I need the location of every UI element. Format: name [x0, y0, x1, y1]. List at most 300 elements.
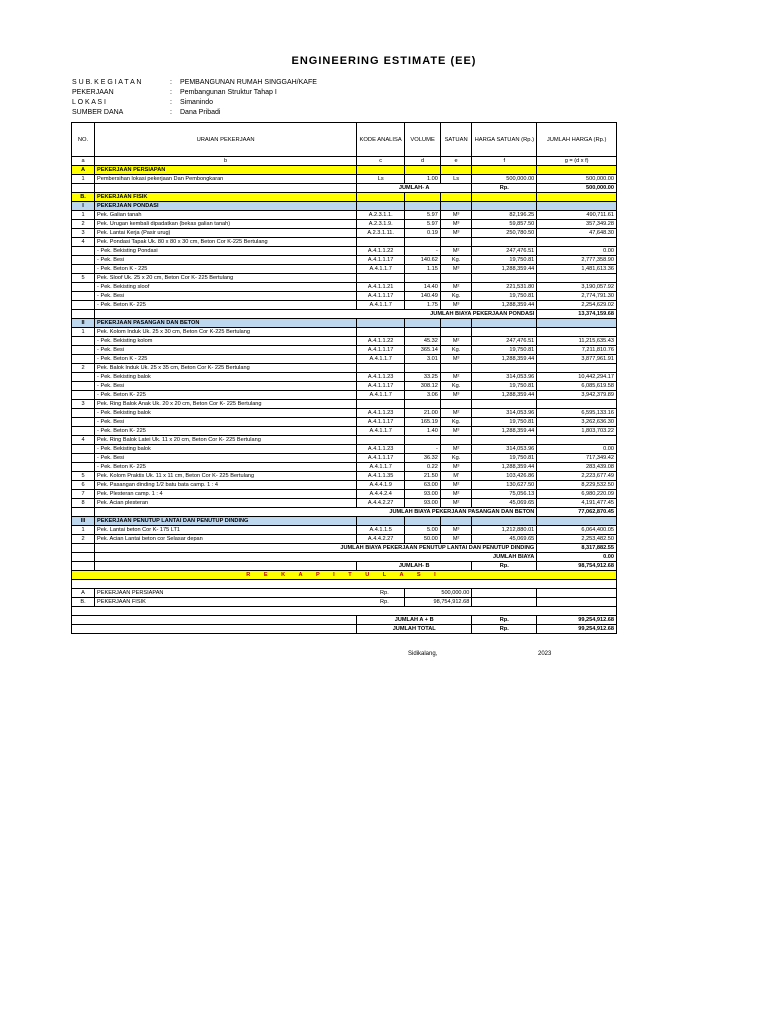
row-number [72, 463, 95, 472]
row-unit-price: 59,857.50 [472, 220, 537, 229]
table-cell [95, 562, 357, 571]
header-letter-cell: g = (d x f) [537, 157, 617, 166]
row-unit-price [472, 193, 537, 202]
info-value: Pembangunan Struktur Tahap I [180, 89, 277, 96]
row-unit-price [472, 238, 537, 247]
row-description: PEKERJAAN PONDASI [95, 202, 357, 211]
table-row [72, 373, 617, 382]
row-description: Pek. Pasangan dinding 1/2 batu bata camp. 1 : 4 [95, 481, 357, 490]
row-total: 3,262,636.30 [537, 418, 617, 427]
row-volume: 14.40 [405, 283, 441, 292]
row-total [537, 328, 617, 337]
info-value: Dana Pribadi [180, 109, 221, 116]
row-unit-price: 247,476.51 [472, 247, 537, 256]
row-unit: M³ [440, 355, 471, 364]
row-code [357, 517, 405, 526]
row-volume: 1.15 [405, 265, 441, 274]
table-row [72, 274, 617, 283]
row-unit: Kg. [440, 418, 471, 427]
row-code: A.4.1.1.23 [357, 409, 405, 418]
row-volume [405, 364, 441, 373]
rekap-total-currency: Rp. [472, 625, 537, 634]
row-description: - Pek. Besi [95, 382, 357, 391]
row-unit-price [472, 202, 537, 211]
header-volume: VOLUME [405, 123, 441, 157]
table-row [72, 238, 617, 247]
row-unit: Kg. [440, 382, 471, 391]
row-number: 1 [72, 175, 95, 184]
table-row [72, 301, 617, 310]
row-volume: 3.01 [405, 355, 441, 364]
row-unit [440, 436, 471, 445]
rekap-row [72, 589, 617, 598]
row-volume: 0.19 [405, 229, 441, 238]
row-code: A.2.3.1.1. [357, 211, 405, 220]
row-unit-price: 19,750.81 [472, 256, 537, 265]
row-unit: M³ [440, 229, 471, 238]
row-number [72, 355, 95, 364]
table-row [72, 409, 617, 418]
header-no: NO. [72, 123, 95, 157]
row-total [537, 238, 617, 247]
table-row [72, 535, 617, 544]
row-description: Pek. Pondasi Tapak Uk. 80 x 80 x 30 cm, Beton Cor K-225 Bertulang [95, 238, 357, 247]
rekap-sum-label: JUMLAH A + B [357, 616, 472, 625]
row-volume: 140.62 [405, 256, 441, 265]
row-unit-price [472, 166, 537, 175]
header-letter-cell: a [72, 157, 95, 166]
spacer-row [72, 607, 617, 616]
row-unit [440, 166, 471, 175]
signature-place: Sidikalang, [408, 651, 438, 657]
table-row [72, 256, 617, 265]
table-row [72, 319, 617, 328]
row-number [72, 247, 95, 256]
row-total [537, 517, 617, 526]
rekap-label-cell [95, 589, 405, 598]
table-row [72, 283, 617, 292]
row-description: Pek. Acian Lantai beton cor Selasar depan [95, 535, 357, 544]
row-code: A.4.1.1.17 [357, 346, 405, 355]
row-unit: M² [440, 247, 471, 256]
row-description: PEKERJAAN PASANGAN DAN BETON [95, 319, 357, 328]
row-description: PEKERJAAN PERSIAPAN [95, 166, 357, 175]
table-row [72, 211, 617, 220]
row-number: A [72, 166, 95, 175]
row-total: 4,191,477.45 [537, 499, 617, 508]
row-description: Pek. Acian plesteran [95, 499, 357, 508]
table-row [72, 490, 617, 499]
table-cell [72, 616, 357, 625]
header-letter-cell: c [357, 157, 405, 166]
header-jumlah: JUMLAH HARGA (Rp.) [537, 123, 617, 157]
row-description: Pek. Ring Balok Anak Uk. 20 x 20 cm, Beton Cor K- 225 Bertulang [95, 400, 357, 409]
row-code [357, 328, 405, 337]
rekap-sum-value: 99,254,912.68 [537, 616, 617, 625]
table-row [72, 292, 617, 301]
row-description: Pek. Ring Balok Latei Uk. 11 x 20 cm, Beton Cor K- 225 Bertulang [95, 436, 357, 445]
row-description: - Pek. Beton K - 225 [95, 265, 357, 274]
row-unit: Kg. [440, 454, 471, 463]
row-number: 3 [72, 229, 95, 238]
table-cell [72, 553, 95, 562]
row-unit-price: 19,750.81 [472, 382, 537, 391]
row-total: 7,211,810.76 [537, 346, 617, 355]
rekap-row [72, 598, 617, 607]
row-unit [440, 193, 471, 202]
row-total: 357,349.28 [537, 220, 617, 229]
row-code: A.4.4.2.27 [357, 535, 405, 544]
row-code [357, 238, 405, 247]
row-volume: - [405, 445, 441, 454]
row-number: 5 [72, 472, 95, 481]
row-code: A.4.1.1.7 [357, 427, 405, 436]
table-row [72, 553, 617, 562]
info-row [72, 108, 317, 118]
row-total [537, 436, 617, 445]
row-unit-price: 103,426.86 [472, 472, 537, 481]
row-number: 8 [72, 499, 95, 508]
row-unit: M³ [440, 265, 471, 274]
row-code: A.4.1.1.5 [357, 526, 405, 535]
row-code: A.4.1.1.7 [357, 355, 405, 364]
row-number: 7 [72, 490, 95, 499]
row-volume: 1.00 [405, 175, 441, 184]
row-unit-price: 1,288,359.44 [472, 301, 537, 310]
row-description: - Pek. Beton K- 225 [95, 427, 357, 436]
row-volume: 308.12 [405, 382, 441, 391]
rekap-label-cell [95, 598, 405, 607]
header-letter-row [72, 157, 617, 166]
header-harga: HARGA SATUAN (Rp.) [472, 123, 537, 157]
row-total: 717,349.42 [537, 454, 617, 463]
table-header-row [72, 123, 617, 157]
row-volume: 365.14 [405, 346, 441, 355]
row-code: A.4.1.1.7 [357, 301, 405, 310]
row-unit: M³ [440, 526, 471, 535]
row-unit-price [472, 517, 537, 526]
row-code: A.4.1.1.17 [357, 256, 405, 265]
row-unit-price: 500,000.00 [472, 175, 537, 184]
row-number [72, 445, 95, 454]
row-volume: 45.32 [405, 337, 441, 346]
table-row [72, 220, 617, 229]
row-unit: M³ [440, 427, 471, 436]
row-volume: 0.22 [405, 463, 441, 472]
row-description: PEKERJAAN PENUTUP LANTAI DAN PENUTUP DINDING [95, 517, 357, 526]
row-description: Pek. Sloof Uk. 25 x 20 cm, Beton Cor K- 225 Bertulang [95, 274, 357, 283]
row-number: I [72, 202, 95, 211]
row-description: PEKERJAAN FISIK [95, 193, 357, 202]
row-number: II [72, 319, 95, 328]
row-unit [440, 319, 471, 328]
rekap-title-row [72, 571, 617, 580]
row-total [537, 193, 617, 202]
row-description: - Pek. Beton K- 225 [95, 391, 357, 400]
table-cell [472, 598, 537, 607]
rekap-label: PEKERJAAN FISIK [97, 598, 146, 605]
table-cell [95, 184, 357, 193]
row-number [72, 283, 95, 292]
row-unit-price [472, 436, 537, 445]
row-description: Pek. Galian tanah [95, 211, 357, 220]
row-total [537, 319, 617, 328]
row-total: 6,980,220.09 [537, 490, 617, 499]
row-volume: 36.32 [405, 454, 441, 463]
row-unit: Kg. [440, 346, 471, 355]
table-row [72, 445, 617, 454]
table-row [72, 364, 617, 373]
row-unit-price: 1,288,359.44 [472, 463, 537, 472]
row-volume: 63.00 [405, 481, 441, 490]
row-description: - Pek. Bekisting balok [95, 409, 357, 418]
row-number [72, 337, 95, 346]
row-code [357, 319, 405, 328]
rekap-number: A [72, 589, 95, 598]
row-number [72, 391, 95, 400]
row-description: - Pek. Besi [95, 256, 357, 265]
row-unit-price [472, 274, 537, 283]
row-total: 490,711.61 [537, 211, 617, 220]
row-description: - Pek. Bekisting balok [95, 373, 357, 382]
row-total: 47,648.30 [537, 229, 617, 238]
row-total: 1,803,703.22 [537, 427, 617, 436]
row-volume: - [405, 247, 441, 256]
row-total: 283,439.08 [537, 463, 617, 472]
row-number [72, 373, 95, 382]
row-unit-price: 1,288,359.44 [472, 391, 537, 400]
row-code [357, 274, 405, 283]
row-unit-price: 250,780.50 [472, 229, 537, 238]
table-row [72, 310, 617, 319]
row-unit-price: 19,750.81 [472, 292, 537, 301]
row-total: 10,442,294.17 [537, 373, 617, 382]
table-row [72, 544, 617, 553]
row-volume [405, 328, 441, 337]
spacer-row [72, 580, 617, 589]
table-row [72, 562, 617, 571]
row-volume [405, 319, 441, 328]
rekap-title: R E K A P I T U L A S I [72, 571, 617, 580]
table-row [72, 247, 617, 256]
row-volume: 5.00 [405, 526, 441, 535]
row-code: A.4.1.1.22 [357, 337, 405, 346]
row-total [537, 400, 617, 409]
row-total: 3,942,379.89 [537, 391, 617, 400]
row-number [72, 409, 95, 418]
row-number [72, 382, 95, 391]
rekap-currency: Rp. [380, 589, 389, 596]
table-row [72, 418, 617, 427]
info-colon: : [170, 99, 172, 106]
row-unit: M' [440, 472, 471, 481]
table-row [72, 472, 617, 481]
row-unit-price [472, 364, 537, 373]
row-code [357, 202, 405, 211]
table-row [72, 346, 617, 355]
table-row [72, 229, 617, 238]
row-number [72, 346, 95, 355]
row-code [357, 436, 405, 445]
subtotal-label: JUMLAH BIAYA PEKERJAAN PONDASI [95, 310, 537, 319]
row-volume: 3.06 [405, 391, 441, 400]
row-unit-price: 45,069.65 [472, 499, 537, 508]
row-code: A.4.4.2.4 [357, 490, 405, 499]
table-row [72, 382, 617, 391]
row-unit: M³ [440, 301, 471, 310]
row-description: - Pek. Besi [95, 454, 357, 463]
row-volume [405, 400, 441, 409]
row-unit: M² [440, 337, 471, 346]
document-title: ENGINEERING ESTIMATE (EE) [291, 55, 477, 67]
table-cell [472, 589, 537, 598]
row-unit [440, 517, 471, 526]
row-code: A.4.1.1.17 [357, 382, 405, 391]
table-row [72, 265, 617, 274]
row-code: A.2.3.1.9. [357, 220, 405, 229]
row-unit [440, 238, 471, 247]
row-unit-price: 75,056.13 [472, 490, 537, 499]
rekap-total-label: JUMLAH TOTAL [357, 625, 472, 634]
row-description: - Pek. Beton K - 225 [95, 355, 357, 364]
subtotal-value: 8,317,882.55 [537, 544, 617, 553]
row-unit-price: 1,288,359.44 [472, 355, 537, 364]
row-total [537, 202, 617, 211]
row-number [72, 256, 95, 265]
row-description: - Pek. Bekisting Pondasi [95, 247, 357, 256]
row-unit [440, 274, 471, 283]
row-total: 1,481,613.36 [537, 265, 617, 274]
row-number [72, 301, 95, 310]
row-unit-price: 314,053.96 [472, 409, 537, 418]
row-number: 2 [72, 535, 95, 544]
row-code: A.4.1.1.22 [357, 247, 405, 256]
row-volume: 50.00 [405, 535, 441, 544]
table-cell [537, 589, 617, 598]
row-number [72, 454, 95, 463]
row-total [537, 166, 617, 175]
row-volume [405, 193, 441, 202]
rekap-currency: Rp. [380, 598, 389, 605]
row-description: - Pek. Bekisting balok [95, 445, 357, 454]
row-number: 2 [72, 220, 95, 229]
header-letter-cell: e [440, 157, 471, 166]
table-cell [72, 310, 95, 319]
subtotal-label: JUMLAH- B [357, 562, 472, 571]
table-row [72, 391, 617, 400]
table-row [72, 427, 617, 436]
info-label: SUMBER DANA [72, 109, 124, 116]
row-volume [405, 238, 441, 247]
header-uraian: URAIAN PEKERJAAN [95, 123, 357, 157]
row-unit-price: 1,212,880.01 [472, 526, 537, 535]
row-volume: 165.19 [405, 418, 441, 427]
row-total: 6,064,400.05 [537, 526, 617, 535]
table-row [72, 499, 617, 508]
table-row [72, 508, 617, 517]
header-satuan: SATUAN [440, 123, 471, 157]
row-description: Pembersihan lokasi pekerjaan Dan Pembongkaran [95, 175, 357, 184]
row-volume [405, 166, 441, 175]
table-row [72, 184, 617, 193]
row-volume [405, 436, 441, 445]
row-unit-price: 130,627.50 [472, 481, 537, 490]
row-number: 2 [72, 364, 95, 373]
row-unit: Kg. [440, 256, 471, 265]
row-code [357, 364, 405, 373]
row-unit-price [472, 400, 537, 409]
row-code: A.4.4.1.9 [357, 481, 405, 490]
row-description: Pek. Plesteran camp. 1 : 4 [95, 490, 357, 499]
row-number: III [72, 517, 95, 526]
table-cell [72, 184, 95, 193]
row-unit: M² [440, 283, 471, 292]
table-row [72, 400, 617, 409]
row-total: 2,777,358.90 [537, 256, 617, 265]
row-unit: M³ [440, 220, 471, 229]
row-description: - Pek. Bekisting kolom [95, 337, 357, 346]
table-row [72, 193, 617, 202]
row-unit-price: 19,750.81 [472, 418, 537, 427]
row-unit: Ls [440, 175, 471, 184]
row-code [357, 166, 405, 175]
row-volume [405, 202, 441, 211]
table-cell [72, 562, 95, 571]
row-code: Ls [357, 175, 405, 184]
row-volume [405, 517, 441, 526]
row-code: A.4.1.1.17 [357, 454, 405, 463]
row-code: A.4.4.2.27 [357, 499, 405, 508]
row-total: 3,877,961.91 [537, 355, 617, 364]
row-number: 6 [72, 481, 95, 490]
info-label: L O K A S I [72, 99, 106, 106]
info-row [72, 88, 317, 98]
row-unit-price: 247,476.51 [472, 337, 537, 346]
row-description: Pek. Urugan kembali dipadatkan (bekas galian tanah) [95, 220, 357, 229]
row-unit-price: 19,750.81 [472, 346, 537, 355]
row-volume [405, 274, 441, 283]
rekap-label: PEKERJAAN PERSIAPAN [97, 589, 164, 596]
row-total: 2,254,629.02 [537, 301, 617, 310]
row-code: A.4.1.1.35 [357, 472, 405, 481]
info-label: PEKERJAAN [72, 89, 114, 96]
row-unit-price: 45,069.65 [472, 535, 537, 544]
row-unit [440, 400, 471, 409]
row-total: 11,215,635.43 [537, 337, 617, 346]
row-number: 5 [72, 274, 95, 283]
row-volume: 1.75 [405, 301, 441, 310]
row-code: A.4.1.1.7 [357, 391, 405, 400]
row-volume: 21.50 [405, 472, 441, 481]
info-label: S U B. K E G I A T A N [72, 79, 142, 86]
row-total: 6,595,133.16 [537, 409, 617, 418]
header-letter-cell: b [95, 157, 357, 166]
info-value: Simanindo [180, 99, 214, 106]
signature-year: 2023 [538, 651, 552, 657]
subtotal-value: 13,374,159.68 [537, 310, 617, 319]
subtotal-label: JUMLAH BIAYA PEKERJAAN PASANGAN DAN BETON [95, 508, 537, 517]
row-unit: M² [440, 535, 471, 544]
row-unit-price: 314,053.96 [472, 445, 537, 454]
row-unit-price: 1,288,359.44 [472, 427, 537, 436]
project-info [72, 78, 317, 118]
header-letter-cell: d [405, 157, 441, 166]
row-description: - Pek. Beton K- 225 [95, 463, 357, 472]
row-number: 1 [72, 328, 95, 337]
row-number: 1 [72, 526, 95, 535]
row-unit: M³ [440, 463, 471, 472]
estimate-table [71, 122, 617, 634]
